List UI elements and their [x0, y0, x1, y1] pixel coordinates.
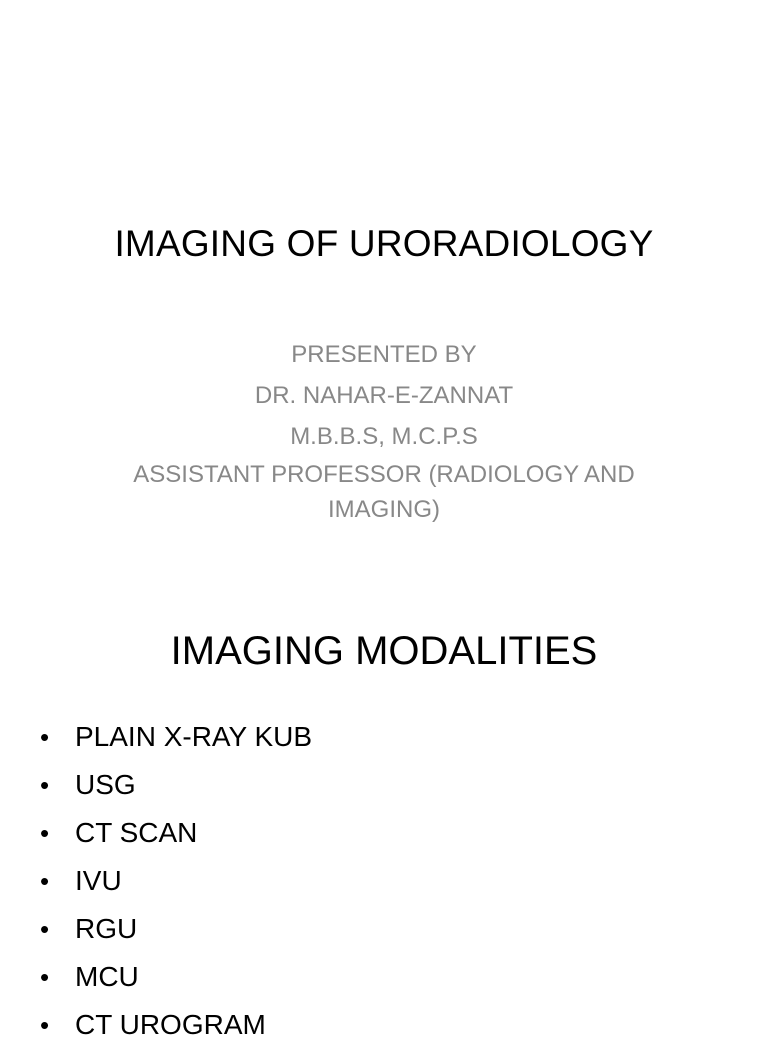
list-item — [40, 765, 312, 813]
list-item — [40, 957, 312, 1005]
list-item-label: PLAIN X-RAY KUB — [75, 721, 313, 752]
presenter-position-line-2: IMAGING) — [328, 496, 440, 523]
list-item — [40, 813, 312, 861]
list-item-label: CT SCAN — [75, 817, 198, 848]
bullet-icon: • — [40, 770, 50, 800]
modalities-list — [40, 717, 312, 1053]
bullet-icon: • — [40, 1010, 50, 1040]
bullet-icon: • — [40, 914, 50, 944]
bullet-icon: • — [40, 866, 50, 896]
list-item — [40, 1005, 312, 1053]
presented-by-label: PRESENTED BY — [291, 341, 477, 368]
presenter-info — [120, 334, 648, 527]
modalities-title: IMAGING MODALITIES — [170, 629, 598, 673]
presenter-degrees: M.B.B.S, M.C.P.S — [290, 423, 478, 450]
presenter-position-line-1: ASSISTANT PROFESSOR (RADIOLOGY AND — [133, 461, 635, 488]
list-item-label: MCU — [75, 961, 139, 992]
modalities-slide — [0, 576, 768, 1040]
list-item-label: USG — [75, 769, 136, 800]
list-item-label: IVU — [75, 865, 122, 896]
presenter-name: DR. NAHAR-E-ZANNAT — [254, 382, 514, 409]
bullet-icon: • — [40, 818, 50, 848]
list-item-label: CT UROGRAM — [75, 1009, 266, 1040]
list-item-label: RGU — [75, 913, 138, 944]
list-item — [40, 909, 312, 957]
presentation-title: IMAGING OF URORADIOLOGY — [114, 223, 654, 264]
bullet-icon: • — [40, 962, 50, 992]
list-item — [40, 717, 312, 765]
bullet-icon: • — [40, 722, 50, 752]
list-item — [40, 861, 312, 909]
